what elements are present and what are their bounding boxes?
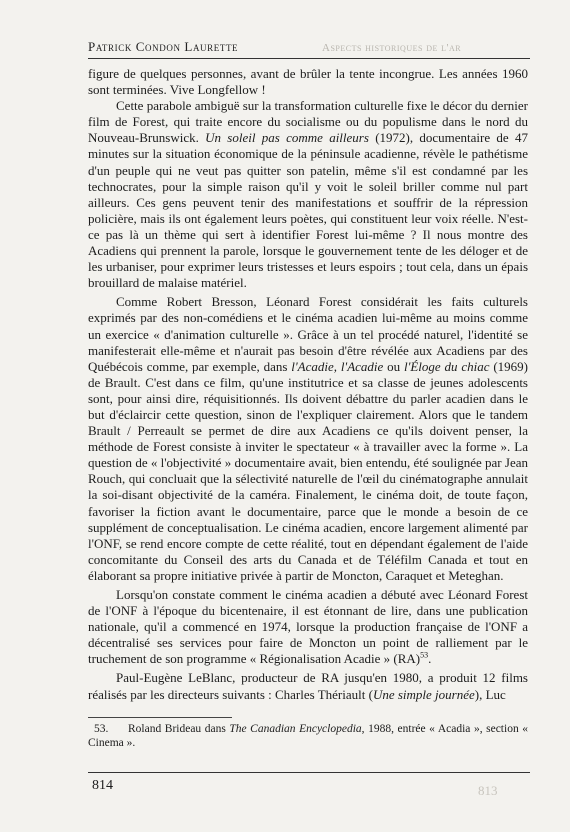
- show-through-page-number: 813: [478, 783, 498, 798]
- header-rule: [88, 58, 530, 59]
- running-head: Patrick Condon Laurette: [88, 39, 239, 54]
- body-text: [88, 66, 528, 703]
- show-through-text: Aspects historiques de l'ar: [322, 42, 462, 54]
- paragraph-4: Lorsqu'on constate comment le cinéma acadien a débuté avec Léonard Forest de l'ONF à l'époque du bicentenaire, il est étonnant de lire, dans une publication nationale, qu'il a commencé en 1974, lorsque la production française de l'ONF a décentralisé ses services pour faire de Moncton un point de ralliement par le truchement de son programme « Régionalisation Acadie » (RA)$^{53}$.: [88, 587, 528, 667]
- film-title: Un soleil pas comme ailleurs: [205, 130, 369, 146]
- film-title: Une simple journée: [372, 686, 475, 702]
- publication-title: The Canadian Encyclopedia: [229, 723, 362, 735]
- page-number: 814: [92, 778, 113, 793]
- paragraph-1: figure de quelques personnes, avant de brûler la tente incongrue. Les années 1960 sont terminées. Vive Longfellow !: [88, 66, 528, 98]
- paragraph-5: Paul-Eugène LeBlanc, producteur de RA jusqu'en 1980, a produit 12 films réalisés par les directeurs suivants : Charles Thériault (Une simple journée), Luc: [88, 670, 528, 702]
- footnote-number: 53.: [94, 723, 109, 735]
- paragraph-3: Comme Robert Bresson, Léonard Forest considérait les faits culturels exprimés par des non-comédiens et le cinéma acadien lui-même au moins comme un exercice « d'animation culturelle ». Grâce à un tel procédé naturel, l'identité se manifesterait elle-même et n'aurait pas besoin d'être révélée aux Acadiens par des Québécois comme, par exemple, dans l'Acadie, l'Acadie ou l'Éloge du chiac (1969) de Brault. C'est dans ce film, qu'une institutrice et sa classe de jeunes adolescents sont, pour ainsi dire, réquisitionnés. Ils doivent débattre du parler acadien dans le but d'éclaircir cette question, sinon de l'expliquer clairement. Alors que le tandem Brault / Perreault se permet de dire aux Acadiens ce qu'ils doivent penser, la méthode de Forest consiste à inviter le spectateur « à travailler avec la forme ». La question de « l'objectivité » documentaire avait, bien entendu, été soulignée par Jean Rouch, qui concluait que la sélectivité naturelle de l'œil du cinématographe annulait la soi-disant objectivité de la caméra. Finalement, le cinéma doit, de toute façon, favoriser la fiction avant le documentaire, parce que le monde a besoin de ce supplément de conceptualisation. Le cinéma acadien, encore largement alimenté par l'ONF, se rend encore compte de cette réalité, tout en dépendant également de l'aide concomitante du Conseil des arts du Canada et de Téléfilm Canada et tout en élaborant sa propre initiative privée à partir de Moncton, Caraquet et Meteghan.: [88, 294, 528, 583]
- footer-rule: [88, 772, 530, 773]
- film-title: l'Éloge du chiac: [403, 358, 490, 374]
- paragraph-2: Cette parabole ambiguë sur la transformation culturelle fixe le décor du dernier film de Forest, qui traite encore du socialisme ou du populisme dans le nord du Nouveau-Brunswick. Un soleil pas comme ailleurs (1972), documentaire de 47 minutes sur la situation économique de la péninsule acadienne, révèle le pathétisme d'un peuple qui ne veut pas quitter son patelin, même s'il est condamné par les technocrates, pour la simple raison qu'il y voit le soleil briller comme nul part ailleurs. Ces gens peuvent tenir des manifestations et souffrir de la répression policière, mais ils ont également leurs poètes, qui constituent leur voix réelle. N'est-ce pas là un thème qui sert à identifier Forest lui-même ? Il nous montre des Acadiens qui prennent la parole, lorsque le gouvernement tente de les déloger et de les urbaniser, pour exprimer leurs tristesses et leurs espoirs ; tout cela, dans un épais brouillard de malaise matériel.: [88, 98, 528, 291]
- footnote-ref[interactable]: 53: [420, 651, 429, 661]
- footnote: 53. Roland Brideau dans The Canadian Encyclopedia, 1988, entrée « Acadia », section « Cinema ».: [88, 723, 529, 749]
- film-title: l'Acadie, l'Acadie: [291, 358, 384, 374]
- footnote-rule: [88, 717, 232, 718]
